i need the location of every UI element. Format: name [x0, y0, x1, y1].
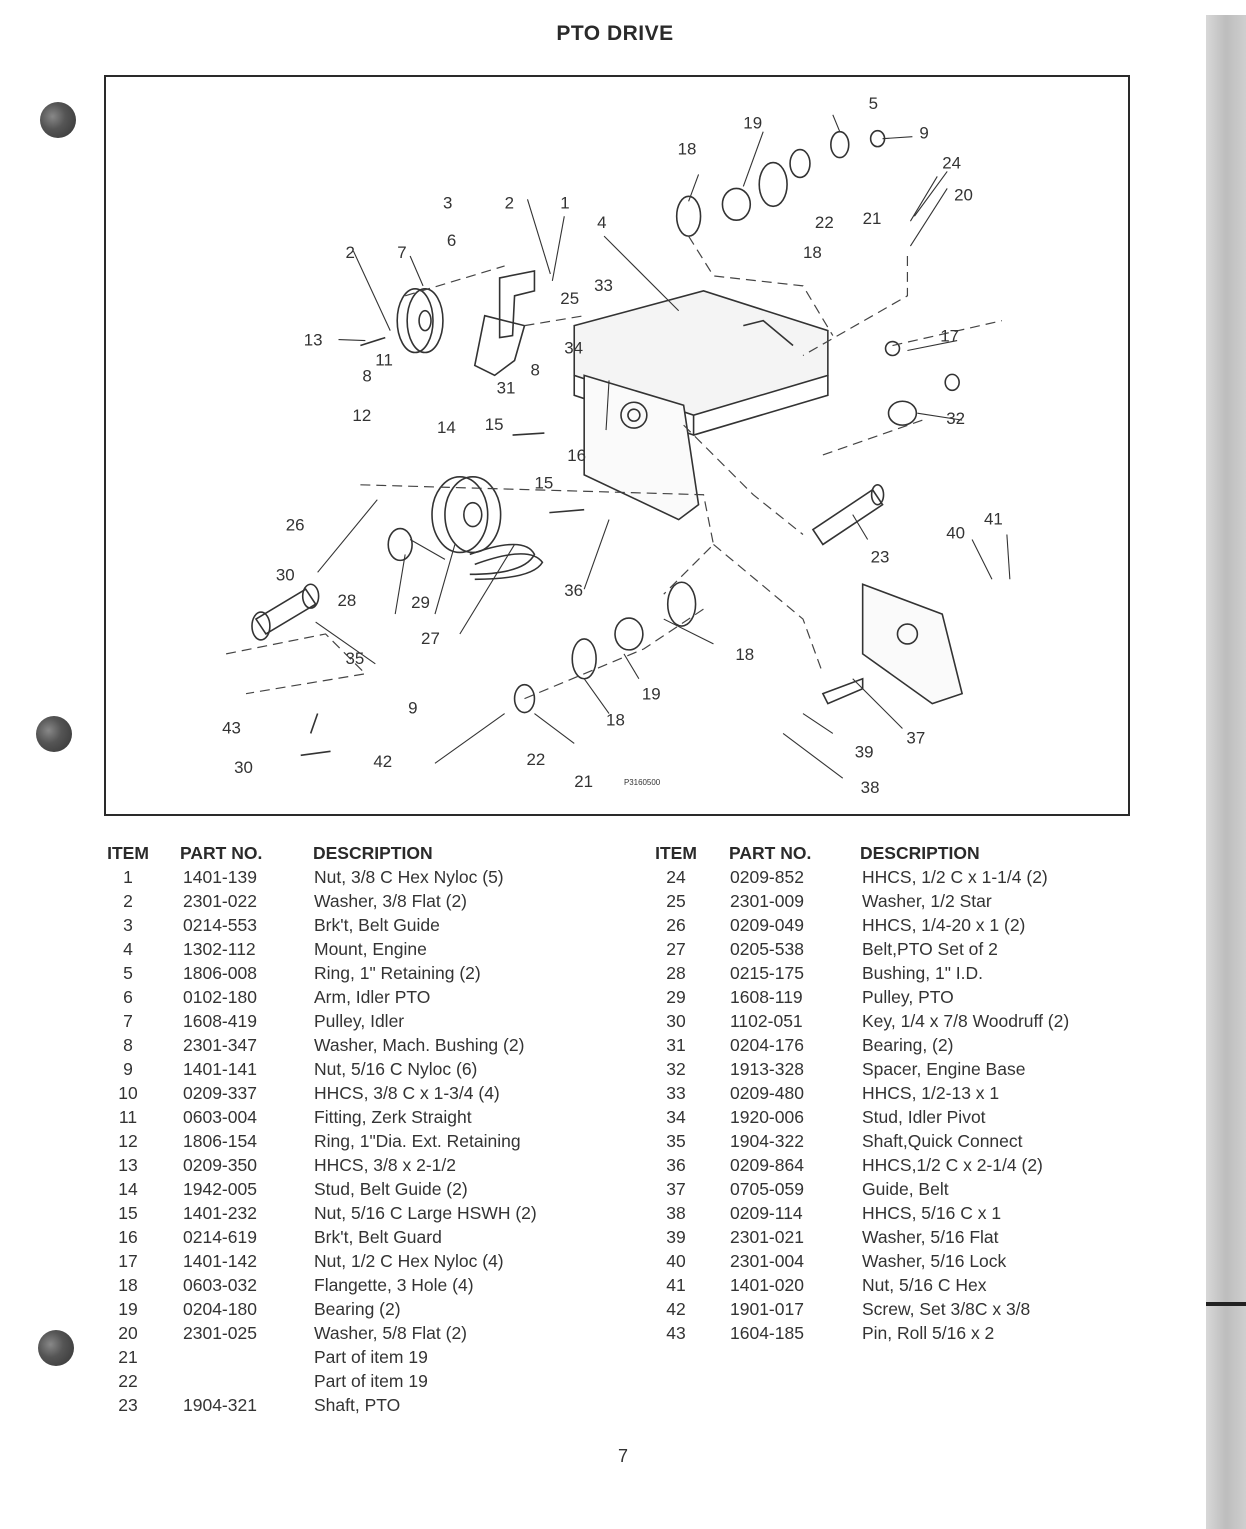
part-number: 0204-176 [730, 1035, 804, 1055]
part-description: Bearing, (2) [862, 1035, 954, 1055]
part-number: 0705-059 [730, 1179, 804, 1199]
part-description: Nut, 5/16 C Large HSWH (2) [314, 1203, 537, 1223]
part-number: 1401-139 [183, 867, 257, 887]
item-number: 2 [123, 891, 133, 911]
callout-2-left: 2 [345, 243, 355, 263]
part-description: HHCS, 5/16 C x 1 [862, 1203, 1002, 1223]
part-number: 0209-350 [183, 1155, 257, 1175]
callout-27: 27 [421, 628, 440, 648]
binder-hole-middle [36, 716, 72, 752]
item-number: 27 [666, 939, 686, 959]
part-number: 1806-154 [183, 1131, 257, 1151]
callout-43: 43 [222, 718, 241, 738]
callout-14: 14 [436, 418, 456, 438]
part-description: HHCS, 3/8 x 2-1/2 [314, 1155, 456, 1175]
item-number: 15 [118, 1203, 138, 1223]
item-number: 23 [118, 1395, 138, 1415]
part-number: 0204-180 [183, 1299, 257, 1319]
part-description: Brk't, Belt Guide [314, 915, 440, 935]
header-part-no: PART NO. [180, 843, 263, 863]
part-description: Ring, 1" Retaining (2) [314, 963, 481, 983]
item-number: 32 [666, 1059, 686, 1079]
item-number: 12 [118, 1131, 138, 1151]
callout-7: 7 [397, 243, 407, 263]
callout-20: 20 [954, 185, 973, 205]
item-number: 36 [666, 1155, 686, 1175]
callout-21-lower: 21 [574, 772, 594, 792]
binder-hole-bottom [38, 1330, 74, 1366]
part-description: Part of item 19 [314, 1371, 428, 1391]
item-number: 42 [666, 1299, 686, 1319]
callout-6: 6 [446, 231, 457, 251]
item-number: 30 [666, 1011, 686, 1031]
callout-18-upper-left: 18 [677, 139, 697, 159]
callout-40: 40 [946, 523, 966, 543]
part-description: Nut, 3/8 C Hex Nyloc (5) [314, 867, 504, 887]
callout-25: 25 [560, 288, 580, 308]
callout-36: 36 [564, 581, 584, 601]
part-description: HHCS, 1/2 C x 1-1/4 (2) [862, 867, 1048, 887]
callout-2-upper: 2 [504, 193, 515, 213]
part-description: Nut, 1/2 C Hex Nyloc (4) [314, 1251, 504, 1271]
callout-34: 34 [564, 338, 584, 358]
item-number: 29 [666, 987, 686, 1007]
part-number: 1806-008 [183, 963, 257, 983]
part-description: Shaft,Quick Connect [862, 1131, 1023, 1151]
part-description: Washer, Mach. Bushing (2) [314, 1035, 525, 1055]
part-description: Stud, Idler Pivot [862, 1107, 986, 1127]
header-part-no: PART NO. [729, 843, 812, 863]
part-description: Spacer, Engine Base [862, 1059, 1026, 1079]
callout-30-upper: 30 [275, 565, 295, 585]
item-number: 18 [118, 1275, 138, 1295]
part-number: 0214-553 [183, 915, 257, 935]
callout-13: 13 [303, 330, 323, 350]
item-number: 7 [123, 1011, 133, 1031]
item-number: 17 [118, 1251, 138, 1271]
part-number: 0603-032 [183, 1275, 257, 1295]
callout-35: 35 [345, 648, 365, 668]
part-description: Shaft, PTO [314, 1395, 401, 1415]
page-edge-mark [1206, 1302, 1246, 1306]
item-number: 37 [666, 1179, 686, 1199]
callout-22-lower: 22 [526, 750, 546, 770]
header-item: ITEM [655, 843, 697, 863]
part-number: 1102-051 [730, 1011, 803, 1031]
part-number: 1913-328 [730, 1059, 804, 1079]
part-description: Nut, 5/16 C Hex [862, 1275, 987, 1295]
callout-39: 39 [854, 742, 874, 762]
callout-15-upper: 15 [484, 415, 504, 435]
part-number: 2301-022 [183, 891, 257, 911]
item-number: 38 [666, 1203, 686, 1223]
part-number: 0209-864 [730, 1155, 804, 1175]
callout-19-lower: 19 [641, 684, 661, 704]
item-number: 21 [118, 1347, 138, 1367]
part-description: Washer, 1/2 Star [862, 891, 992, 911]
part-description: HHCS, 3/8 C x 1-3/4 (4) [314, 1083, 500, 1103]
callout-17: 17 [940, 326, 960, 346]
part-number: 1401-232 [183, 1203, 257, 1223]
part-number: 0209-337 [183, 1083, 257, 1103]
header-item: ITEM [107, 843, 149, 863]
callout-19-upper: 19 [743, 113, 763, 133]
item-number: 19 [118, 1299, 138, 1319]
part-number: 2301-021 [730, 1227, 804, 1247]
callout-16: 16 [567, 445, 587, 465]
callout-12: 12 [352, 406, 372, 426]
part-description: Ring, 1"Dia. Ext. Retaining [314, 1131, 521, 1151]
item-number: 40 [666, 1251, 686, 1271]
item-number: 39 [666, 1227, 686, 1247]
callout-24: 24 [942, 153, 962, 173]
item-number: 24 [666, 867, 686, 887]
callout-42: 42 [373, 752, 393, 772]
page-number: 7 [617, 1446, 628, 1466]
item-number: 34 [666, 1107, 686, 1127]
diagram-svg [106, 77, 1128, 814]
item-number: 14 [118, 1179, 138, 1199]
callout-1: 1 [560, 193, 570, 213]
part-number: 1904-321 [183, 1395, 257, 1415]
part-description: Washer, 5/16 Flat [862, 1227, 999, 1247]
item-number: 6 [123, 987, 133, 1007]
part-description: Nut, 5/16 C Nyloc (6) [314, 1059, 478, 1079]
part-number: 0102-180 [183, 987, 257, 1007]
part-description: Fitting, Zerk Straight [314, 1107, 472, 1127]
part-number: 0603-004 [183, 1107, 257, 1127]
callout-8-right: 8 [530, 360, 540, 380]
part-number: 2301-004 [730, 1251, 804, 1271]
part-number: 1901-017 [730, 1299, 804, 1319]
callout-29: 29 [411, 593, 430, 613]
callout-37: 37 [906, 728, 926, 748]
item-number: 11 [118, 1107, 138, 1127]
parts-list-right [650, 843, 1130, 1443]
binder-hole-top [40, 102, 76, 138]
callout-31: 31 [496, 378, 516, 398]
part-number: 1401-020 [730, 1275, 804, 1295]
item-number: 31 [666, 1035, 686, 1055]
callout-38: 38 [860, 778, 880, 798]
callout-23: 23 [870, 547, 890, 567]
callout-15-lower: 15 [534, 473, 554, 493]
part-description: Brk't, Belt Guard [314, 1227, 442, 1247]
header-description: DESCRIPTION [313, 843, 433, 863]
callout-26: 26 [285, 515, 305, 535]
item-number: 4 [123, 939, 133, 959]
part-description: Screw, Set 3/8C x 3/8 [862, 1299, 1031, 1319]
part-description: Arm, Idler PTO [314, 987, 431, 1007]
part-description: Pulley, PTO [862, 987, 954, 1007]
item-number: 25 [666, 891, 686, 911]
item-number: 3 [123, 915, 133, 935]
callout-33: 33 [594, 275, 613, 295]
callout-9-upper: 9 [919, 123, 929, 143]
callout-18-upper-right: 18 [802, 243, 822, 263]
part-number: 1942-005 [183, 1179, 257, 1199]
exploded-parts-diagram [104, 75, 1130, 816]
part-description: Mount, Engine [314, 939, 427, 959]
item-number: 22 [118, 1371, 138, 1391]
part-description: Washer, 5/16 Lock [862, 1251, 1007, 1271]
callout-28: 28 [337, 591, 357, 611]
part-description: Stud, Belt Guide (2) [314, 1179, 468, 1199]
part-number: 1920-006 [730, 1107, 804, 1127]
callout-5: 5 [868, 93, 879, 113]
callout-18-lower-right: 18 [735, 644, 755, 664]
part-description: HHCS,1/2 C x 2-1/4 (2) [862, 1155, 1043, 1175]
part-description: Washer, 3/8 Flat (2) [314, 891, 468, 911]
part-number: 0209-852 [730, 867, 804, 887]
part-description: HHCS, 1/4-20 x 1 (2) [862, 915, 1026, 935]
part-number: 1401-141 [183, 1059, 257, 1079]
part-description: Pulley, Idler [314, 1011, 405, 1031]
item-number: 9 [123, 1059, 133, 1079]
callout-21-upper: 21 [862, 209, 882, 229]
item-number: 13 [118, 1155, 138, 1175]
part-number: 0215-175 [730, 963, 804, 983]
callout-32: 32 [946, 409, 966, 429]
item-number: 16 [118, 1227, 138, 1247]
page-title: PTO DRIVE [556, 22, 674, 45]
part-description: Bushing, 1" I.D. [862, 963, 983, 983]
part-number: 1604-185 [730, 1323, 804, 1343]
part-number: 1904-322 [730, 1131, 804, 1151]
item-number: 41 [666, 1275, 686, 1295]
callout-22-upper: 22 [814, 213, 834, 233]
item-number: 35 [666, 1131, 686, 1151]
part-description: Belt,PTO Set of 2 [862, 939, 998, 959]
item-number: 1 [123, 867, 133, 887]
callout-9-lower: 9 [408, 698, 418, 718]
callout-8-left: 8 [362, 366, 372, 386]
part-number: 2301-025 [183, 1323, 257, 1343]
part-description: Washer, 5/8 Flat (2) [314, 1323, 468, 1343]
part-description: Flangette, 3 Hole (4) [314, 1275, 474, 1295]
part-number: 1608-419 [183, 1011, 257, 1031]
part-description: Part of item 19 [314, 1347, 428, 1367]
part-number: 0214-619 [183, 1227, 257, 1247]
item-number: 20 [118, 1323, 138, 1343]
part-number: 0209-049 [730, 915, 804, 935]
parts-list-left [104, 843, 604, 1443]
part-description: Key, 1/4 x 7/8 Woodruff (2) [862, 1011, 1070, 1031]
callout-18-lower-left: 18 [606, 710, 625, 730]
callout-3: 3 [442, 193, 453, 213]
part-description: Bearing (2) [314, 1299, 401, 1319]
callout-11: 11 [375, 350, 393, 370]
item-number: 5 [123, 963, 133, 983]
part-number: 1608-119 [730, 987, 803, 1007]
part-description: Pin, Roll 5/16 x 2 [862, 1323, 995, 1343]
callout-41: 41 [984, 509, 1003, 529]
item-number: 33 [666, 1083, 686, 1103]
header-description: DESCRIPTION [860, 843, 980, 863]
item-number: 28 [666, 963, 686, 983]
part-number: 1401-142 [183, 1251, 257, 1271]
part-description: HHCS, 1/2-13 x 1 [862, 1083, 1000, 1103]
item-number: 43 [666, 1323, 686, 1343]
part-number: 0209-114 [730, 1203, 803, 1223]
part-number: 0205-538 [730, 939, 804, 959]
callout-4: 4 [597, 213, 607, 233]
part-number: 1302-112 [183, 939, 256, 959]
part-number: 2301-347 [183, 1035, 257, 1055]
part-number: 0209-480 [730, 1083, 804, 1103]
item-number: 8 [123, 1035, 133, 1055]
part-description: Guide, Belt [862, 1179, 949, 1199]
callout-30-lower: 30 [234, 758, 253, 778]
item-number: 26 [666, 915, 686, 935]
part-number: 2301-009 [730, 891, 804, 911]
figure-code: P3160500 [623, 778, 661, 788]
item-number: 10 [118, 1083, 138, 1103]
